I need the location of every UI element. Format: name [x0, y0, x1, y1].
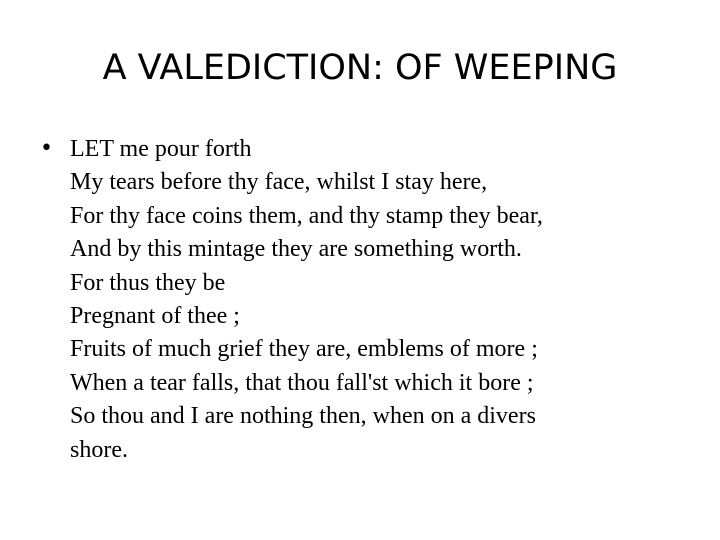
poem-line: So thou and I are nothing then, when on a divers [70, 403, 536, 430]
poem-line: For thus they be [70, 269, 226, 296]
poem-line: For thy face coins them, and thy stamp they bear, [70, 202, 543, 229]
poem-line: My tears before thy face, whilst I stay here, [70, 169, 488, 196]
slide-title: A VALEDICTION: OF WEEPING [102, 48, 618, 88]
poem-text [70, 133, 690, 467]
poem-line: LET me pour forth [70, 136, 252, 162]
poem-line: shore. [70, 436, 128, 463]
poem-line: Pregnant of thee ; [70, 302, 240, 329]
bullet-point: • [40, 136, 53, 161]
poem-line: When a tear falls, that thou fall'st which it bore ; [70, 369, 534, 396]
poem-line: Fruits of much grief they are, emblems of more ; [70, 336, 538, 363]
poem-line: And by this mintage they are something worth. [70, 236, 522, 263]
